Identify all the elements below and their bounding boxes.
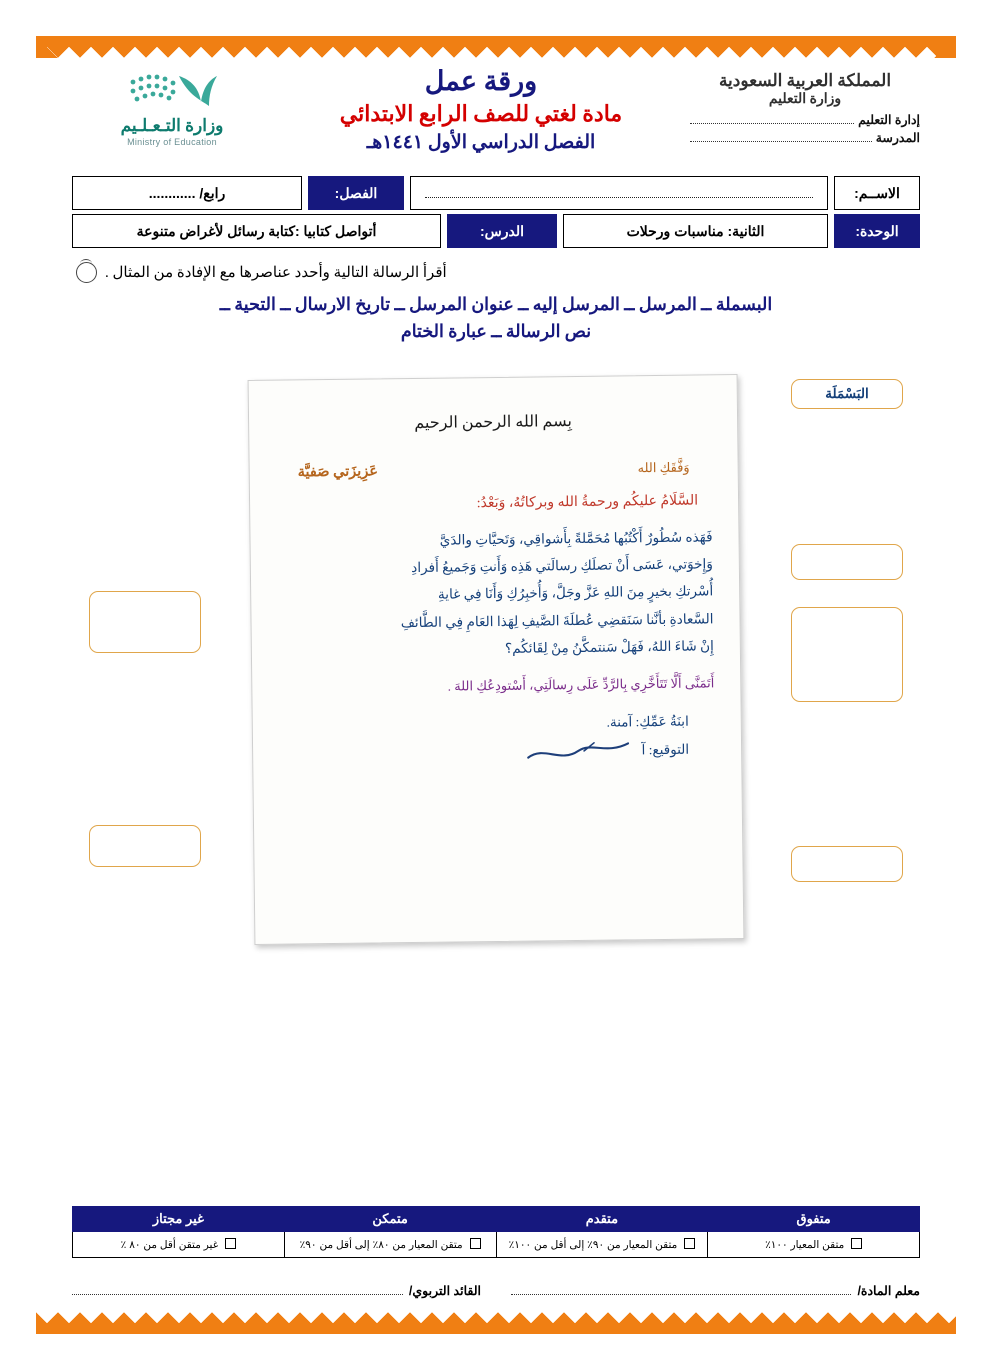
checkbox-icon-1[interactable] [684, 1238, 695, 1249]
name-field[interactable] [410, 176, 828, 210]
header-titles [272, 64, 690, 154]
student-info-row [72, 176, 920, 210]
letter-signature-label: التوقيع: آ [641, 741, 690, 758]
letter-addressee: عَزِيزَتي صَفيَّة [297, 463, 379, 481]
letter-body-line-5: إِنْ شَاءَ اللهُ، فَهَلْ سَنتمكَّنُ مِنْ لِقَائكُم؟ [504, 638, 714, 656]
signature-row [72, 1283, 920, 1298]
worksheet-title: ورقة عمل [424, 66, 538, 96]
ministry-of-education-logo [117, 70, 227, 114]
header-right-block [690, 64, 920, 145]
header-left-block [72, 64, 272, 147]
ministry-name-ar: وزارة التـعـلـيم [120, 116, 224, 135]
question-row [76, 262, 916, 283]
box-right-bottom[interactable] [791, 846, 903, 882]
letter-salam: السَّلَامُ عليكُم ورحمةُ الله وبركاتُهُ، وَبَعْدُ: [476, 493, 699, 512]
term-title: الفصل الدراسي الأول ١٤٤١هـ [366, 132, 596, 153]
leader-signature-line[interactable] [72, 1284, 403, 1295]
emblem-line2: وزارة التعليم [768, 92, 842, 108]
admin-dots[interactable] [690, 113, 854, 124]
unit-lesson-row [72, 214, 920, 248]
assessment-criteria-row [73, 1232, 920, 1258]
letter-area [81, 359, 911, 969]
teacher-signature-line[interactable] [511, 1284, 851, 1295]
question-number-icon [76, 262, 97, 283]
admin-line [690, 112, 920, 127]
checkbox-icon-2[interactable] [470, 1238, 481, 1249]
assessment-header-3: غير مجتاز [73, 1207, 285, 1232]
page-content [58, 58, 934, 1312]
box-left-top[interactable] [89, 591, 201, 653]
emblem-line1: المملكة العربية السعودية [718, 71, 892, 90]
lesson-value: أتواصل كتابيا :كتابة رسائل لأغراض متنوعة [72, 214, 441, 248]
assessment-header-1: متقدم [496, 1207, 708, 1232]
teacher-signature [511, 1283, 920, 1298]
letter-greeting-row [276, 460, 712, 482]
class-label: الفصل: [308, 176, 404, 210]
letter-body-line-4: السَّعادةِ بأنَّنا سَنَقضِي عُطلَةَ الصَّيفِ لِهَذا العَامِ فِي الطَّائفِ [400, 611, 714, 630]
lesson-label: الدرس: [447, 214, 557, 248]
subject-title: مادة لغتي للصف الرابع الابتدائي [339, 101, 623, 126]
box-right-middle[interactable] [791, 607, 903, 702]
letter-closing: أَتَمَنَّى أَلَّا تَتَأَخَّرِي بِالرَّدِّ عَلَى رِسالَتِي، أَسْتودِعُكِ اللهَ . [447, 675, 715, 694]
assessment-table [72, 1206, 920, 1258]
school-dots[interactable] [690, 131, 872, 142]
page-header [58, 58, 934, 176]
letter-body-line-1: فَهَذه سُطُورٌ أَكْتُبُها مُحَمَّلةً بِأَشواقِي، وَتَحيَّاتِ والدَيَّ [439, 529, 713, 548]
unit-label: الوحدة: [834, 214, 920, 248]
assessment-criteria-2: متقن المعيار من ٨٠٪ إلى أقل من ٩٠٪ [299, 1239, 463, 1251]
assessment-grid [72, 1206, 920, 1258]
elements-line-1: البسملة ــ المرسل ــ المرسل إليه ــ عنوان المرسل ــ تاريخ الارسال ــ التحية ــ [219, 294, 773, 314]
elements-list [98, 291, 894, 345]
tag-basmala: البَسْمَلَة [791, 379, 903, 409]
assessment-criteria-1: متقن المعيار من ٩٠٪ إلى أقل من ١٠٠٪ [508, 1239, 678, 1251]
admin-label: إدارة التعليم [858, 112, 920, 127]
border-top [36, 36, 956, 58]
assessment-header-2: متمكن [284, 1207, 496, 1232]
assessment-cell-2[interactable] [284, 1232, 496, 1258]
border-right [934, 36, 956, 1334]
assessment-header-row [73, 1207, 920, 1232]
school-line [690, 130, 920, 145]
letter-image [248, 374, 745, 945]
assessment-header-0: متفوق [708, 1207, 920, 1232]
ministry-name-en: Ministry of Education [127, 137, 217, 147]
name-label: الاســم: [834, 176, 920, 210]
letter-body-line-3: أُسْرتكِ بخيرٍ مِنَ اللهِ عَزَّ وجَلَّ، وَأُخبِرُكِ وَأَنَا فِي غايةِ [437, 583, 714, 603]
school-label: المدرسة [875, 130, 920, 145]
assessment-criteria-3: غير متقن أقل من ٨٠ ٪ [120, 1239, 219, 1251]
letter-basmala: بِسم الله الرحمن الرحيم [414, 413, 572, 433]
checkbox-icon-3[interactable] [225, 1238, 236, 1249]
leader-signature-label: القائد التربوي/ [408, 1284, 481, 1298]
letter-signature-row [279, 738, 715, 769]
handwritten-signature-icon [524, 739, 634, 766]
border-bottom [36, 1312, 956, 1334]
assessment-criteria-0: متقن المعيار ١٠٠٪ [765, 1239, 845, 1251]
checkbox-icon-0[interactable] [851, 1238, 862, 1249]
letter-body [276, 524, 714, 665]
assessment-cell-0[interactable] [708, 1232, 920, 1258]
assessment-cell-1[interactable] [496, 1232, 708, 1258]
class-field[interactable]: رابع/ ............ [72, 176, 302, 210]
elements-line-2: نص الرسالة ــ عبارة الختام [400, 321, 592, 342]
leader-signature [72, 1283, 481, 1298]
letter-sender: ابنَةُ عَمِّكِ: آمنة. [606, 713, 689, 730]
teacher-signature-label: معلم المادة/ [857, 1284, 920, 1298]
assessment-cell-3[interactable] [73, 1232, 285, 1258]
question-text: أقرأ الرسالة التالية وأحدد عناصرها مع الإفادة من المثال . [105, 265, 447, 281]
letter-body-line-2: وَإِخوَتي، عَسَى أَنْ تصلَكِ رسالَتي هَذِه وَأَنتِ وَجَميعُ أَفرادِ [411, 556, 713, 576]
unit-value: الثانية: مناسبات ورحلات [563, 214, 828, 248]
box-left-bottom[interactable] [89, 825, 201, 867]
letter-dua: وَفَّقَكِ الله [637, 459, 690, 476]
kingdom-emblem [690, 70, 920, 109]
border-left [36, 36, 58, 1334]
name-input-line[interactable] [425, 189, 813, 198]
page-frame [36, 36, 956, 1334]
box-right-top[interactable] [791, 544, 903, 580]
